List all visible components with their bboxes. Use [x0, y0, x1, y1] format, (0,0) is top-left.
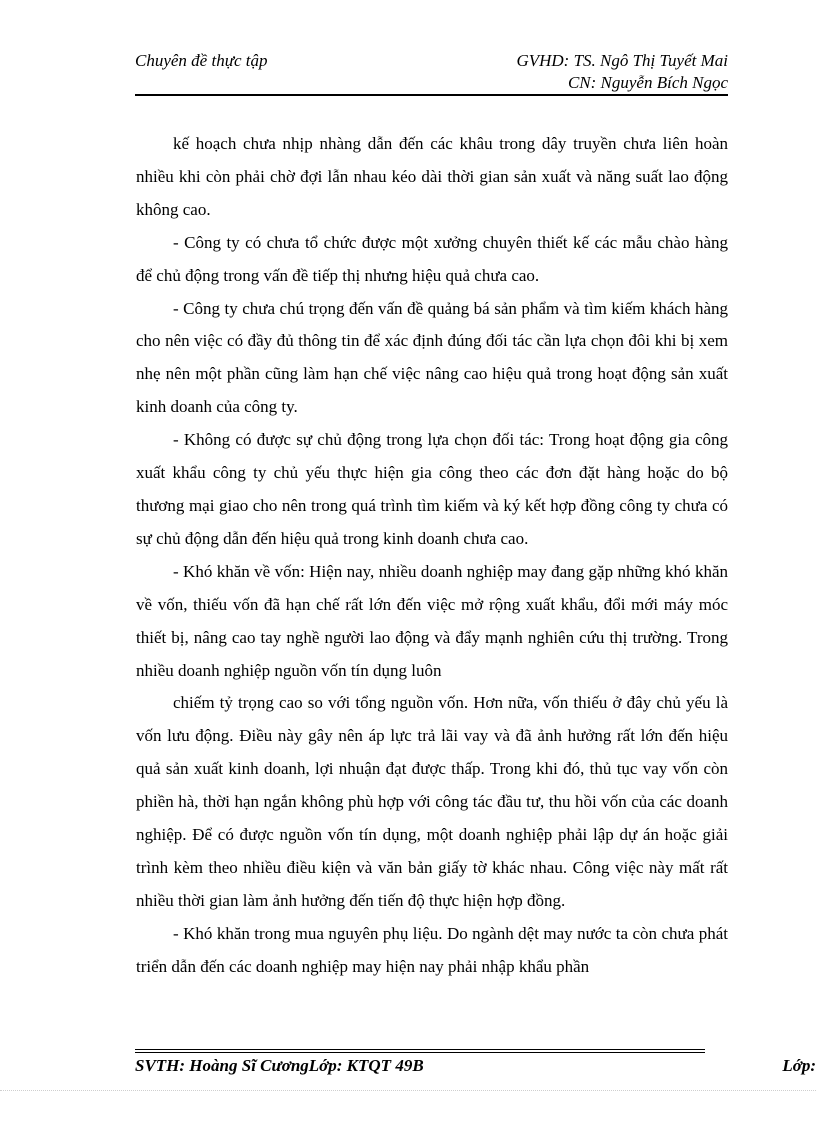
- header-rule: [135, 94, 728, 96]
- paragraph-3: - Công ty chưa chú trọng đến vấn đề quảng bá sản phẩm và tìm kiếm khách hàng cho nên việc có đầy đủ thông tin để xác định đúng đối tác cần lựa chọn đôi khi bị xem nhẹ nên một phần cũng làm hạn chế việc nâng cao hiệu quả trong hoạt động sản xuất kinh doanh của công ty.: [136, 298, 728, 417]
- paragraph-2: - Công ty có chưa tổ chức được một xưởng chuyên thiết kế các mẫu chào hàng để chủ động trong vấn đề tiếp thị nhưng hiệu quả chưa cao.: [136, 232, 728, 285]
- page-header: [135, 48, 728, 92]
- header-advisors: [516, 50, 728, 94]
- page-edge: [0, 1090, 816, 1091]
- paragraph-4: - Không có được sự chủ động trong lựa chọn đối tác: Trong hoạt động gia công xuất khẩu công ty chủ yếu thực hiện gia công theo các đơn đặt hàng hoặc do bộ thương mại giao cho nên trong quá trình tìm kiếm và ký kết hợp đồng công ty chưa có sự chủ động dẫn đến hiệu quả trong kinh doanh chưa cao.: [136, 430, 728, 548]
- footer-class: Lớp:: [782, 1056, 816, 1075]
- footer-rule: [135, 1049, 705, 1050]
- paragraph-6: chiếm tỷ trọng cao so với tổng nguồn vốn. Hơn nữa, vốn thiếu ở đây chủ yếu là vốn lưu động. Điều này gây nên áp lực trả lãi vay và đã ảnh hưởng rất lớn đến hiệu quả sản xuất kinh doanh, lợi nhuận đạt được thấp. Trong khi đó, thủ tục vay vốn còn phiền hà, thời hạn ngắn không phù hợp với công tác đầu tư, thu hồi vốn của các doanh nghiệp. Để có được nguồn vốn tín dụng, một doanh nghiệp phải lập dự án hoặc giải trình kèm theo nhiều điều kiện và văn bản giấy tờ khác nhau. Công việc này mất rất nhiều thời gian làm ảnh hưởng đến tiến độ thực hiện hợp đồng.: [136, 693, 728, 910]
- header-advisor-2: CN: Nguyễn Bích Ngọc: [567, 73, 728, 92]
- footer-rule-secondary: [135, 1052, 705, 1053]
- footer-student: SVTH: Hoàng Sĩ CươngLớp: KTQT 49B: [135, 1056, 424, 1075]
- paragraph-5: - Khó khăn về vốn: Hiện nay, nhiều doanh nghiệp may đang gặp những khó khăn về vốn, thiếu vốn đã hạn chế rất lớn đến việc mở rộng xuất khẩu, đổi mới máy móc thiết bị, nâng cao tay nghề người lao động và đẩy mạnh nghiên cứu thị trường. Trong nhiều doanh nghiệp nguồn vốn tín dụng luôn: [136, 561, 728, 680]
- document-body: [136, 128, 728, 984]
- paragraph-1: kế hoạch chưa nhịp nhàng dẫn đến các khâu trong dây truyền chưa liên hoàn nhiều khi còn phải chờ đợi lẫn nhau kéo dài thời gian sản xuất và năng suất lao động không cao.: [136, 134, 728, 219]
- header-advisor-1: GVHD: TS. Ngô Thị Tuyết Mai: [516, 51, 728, 70]
- header-title: Chuyên đề thực tập: [135, 51, 268, 70]
- paragraph-7: - Khó khăn trong mua nguyên phụ liệu. Do ngành dệt may nước ta còn chưa phát triển dẫn đến các doanh nghiệp may hiện nay phải nhập khẩu phần: [136, 923, 728, 976]
